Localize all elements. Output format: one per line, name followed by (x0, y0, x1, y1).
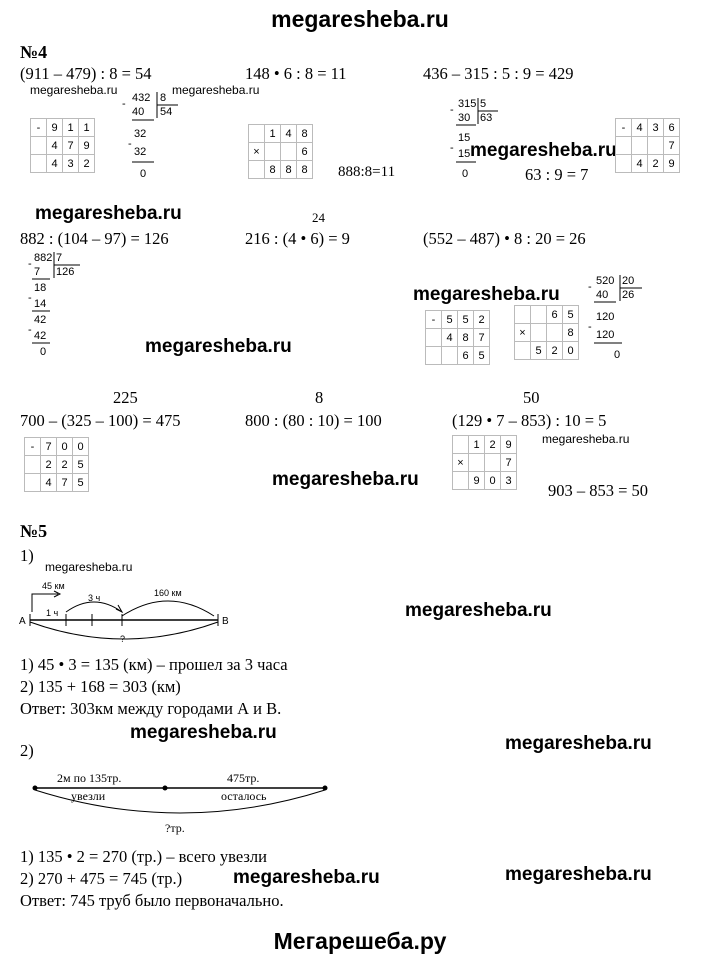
task5-number: №5 (20, 521, 48, 541)
solution-line: 1) 135 • 2 = 270 (тр.) – всего увезли (20, 847, 267, 866)
right-top-label: 475тр. (227, 771, 260, 785)
long-division: 882 7 126 - 7 18 - 14 42 - 42 0 (28, 252, 75, 358)
equation: 436 – 315 : 5 : 9 = 429 (423, 64, 574, 83)
watermark: megaresheba.ru (505, 864, 652, 885)
distance-label: 160 км (154, 588, 182, 598)
watermark: megaresheba.ru (130, 722, 277, 743)
watermark: megaresheba.ru (413, 284, 560, 305)
equation: 700 – (325 – 100) = 475 (20, 411, 181, 430)
aux-equation: 903 – 853 = 50 (548, 481, 649, 500)
aux-equation: 888:8=11 (338, 164, 396, 180)
watermark: megaresheba.ru (505, 733, 652, 754)
part-label: 1) (20, 546, 34, 565)
unknown-label: ?тр. (165, 821, 185, 835)
point-b: B (222, 616, 229, 627)
long-division: 315 5 63 - 30 15 - 15 0 (450, 98, 493, 180)
part-label: 2) (20, 741, 34, 760)
solution-line: 2) 270 + 475 = 745 (тр.) (20, 869, 183, 888)
watermark: megaresheba.ru (405, 600, 552, 621)
watermark-small: megaresheba.ru (542, 432, 630, 446)
site-header: megaresheba.ru (271, 6, 449, 32)
column-subtraction: - 5 5 2 4 8 7 6 5 (425, 310, 490, 365)
equation: 148 • 6 : 8 = 11 (245, 64, 347, 83)
task4-number: №4 (20, 42, 48, 62)
intermediate-result: 8 (315, 388, 324, 407)
solution-line: 1) 45 • 3 = 135 (км) – прошел за 3 часа (20, 655, 288, 674)
watermark: megaresheba.ru (470, 140, 617, 161)
column-subtraction: - 4 3 6 7 4 2 9 (615, 118, 680, 173)
column-multiplication: 6 5 × 8 5 2 0 (514, 305, 579, 360)
column-multiplication: 1 4 8 × 6 8 8 8 (248, 124, 313, 179)
aux-equation: 63 : 9 = 7 (525, 165, 589, 184)
intermediate-result: 50 (523, 388, 540, 407)
equation: (129 • 7 – 853) : 10 = 5 (452, 411, 607, 430)
unit-time-label: 1 ч (46, 608, 59, 618)
watermark: megaresheba.ru (35, 203, 182, 224)
long-division: 432 8 54 - 40 32 - 32 0 (122, 92, 173, 180)
right-bottom-label: осталось (221, 789, 267, 803)
equation: (911 – 479) : 8 = 54 (20, 64, 152, 83)
distance-diagram (18, 576, 248, 646)
watermark: megaresheba.ru (145, 336, 292, 357)
watermark: megaresheba.ru (272, 469, 419, 490)
intermediate-result: 24 (312, 210, 325, 225)
time-label: 3 ч (88, 593, 101, 603)
intermediate-result: 225 (113, 388, 138, 407)
column-subtraction: - 9 1 1 4 7 9 4 3 2 (30, 118, 95, 173)
pipes-diagram (25, 766, 335, 836)
answer-line: Ответ: 303км между городами А и В. (20, 699, 282, 718)
point-a: A (19, 616, 26, 627)
watermark-small: megaresheba.ru (30, 83, 118, 97)
answer-line: Ответ: 745 труб было первоначально. (20, 891, 284, 910)
column-subtraction: - 7 0 0 2 2 5 4 7 5 (24, 437, 89, 492)
equation: 216 : (4 • 6) = 9 (245, 229, 350, 248)
left-top-label: 2м по 135тр. (57, 771, 122, 785)
site-footer: Мегарешеба.ру (273, 928, 447, 954)
watermark-small: megaresheba.ru (172, 83, 260, 97)
solution-line: 2) 135 + 168 = 303 (км) (20, 677, 181, 696)
left-bottom-label: увезли (71, 789, 106, 803)
long-division: 520 20 26 - 40 120 - 120 0 (588, 275, 635, 361)
equation: (552 – 487) • 8 : 20 = 26 (423, 229, 586, 248)
equation: 882 : (104 – 97) = 126 (20, 229, 169, 248)
speed-label: 45 км (42, 581, 65, 591)
unknown-label: ? (120, 634, 126, 644)
watermark-small: megaresheba.ru (45, 560, 133, 574)
column-multiplication: 1 2 9 × 7 9 0 3 (452, 435, 517, 490)
watermark: megaresheba.ru (233, 867, 380, 888)
equation: 800 : (80 : 10) = 100 (245, 411, 382, 430)
